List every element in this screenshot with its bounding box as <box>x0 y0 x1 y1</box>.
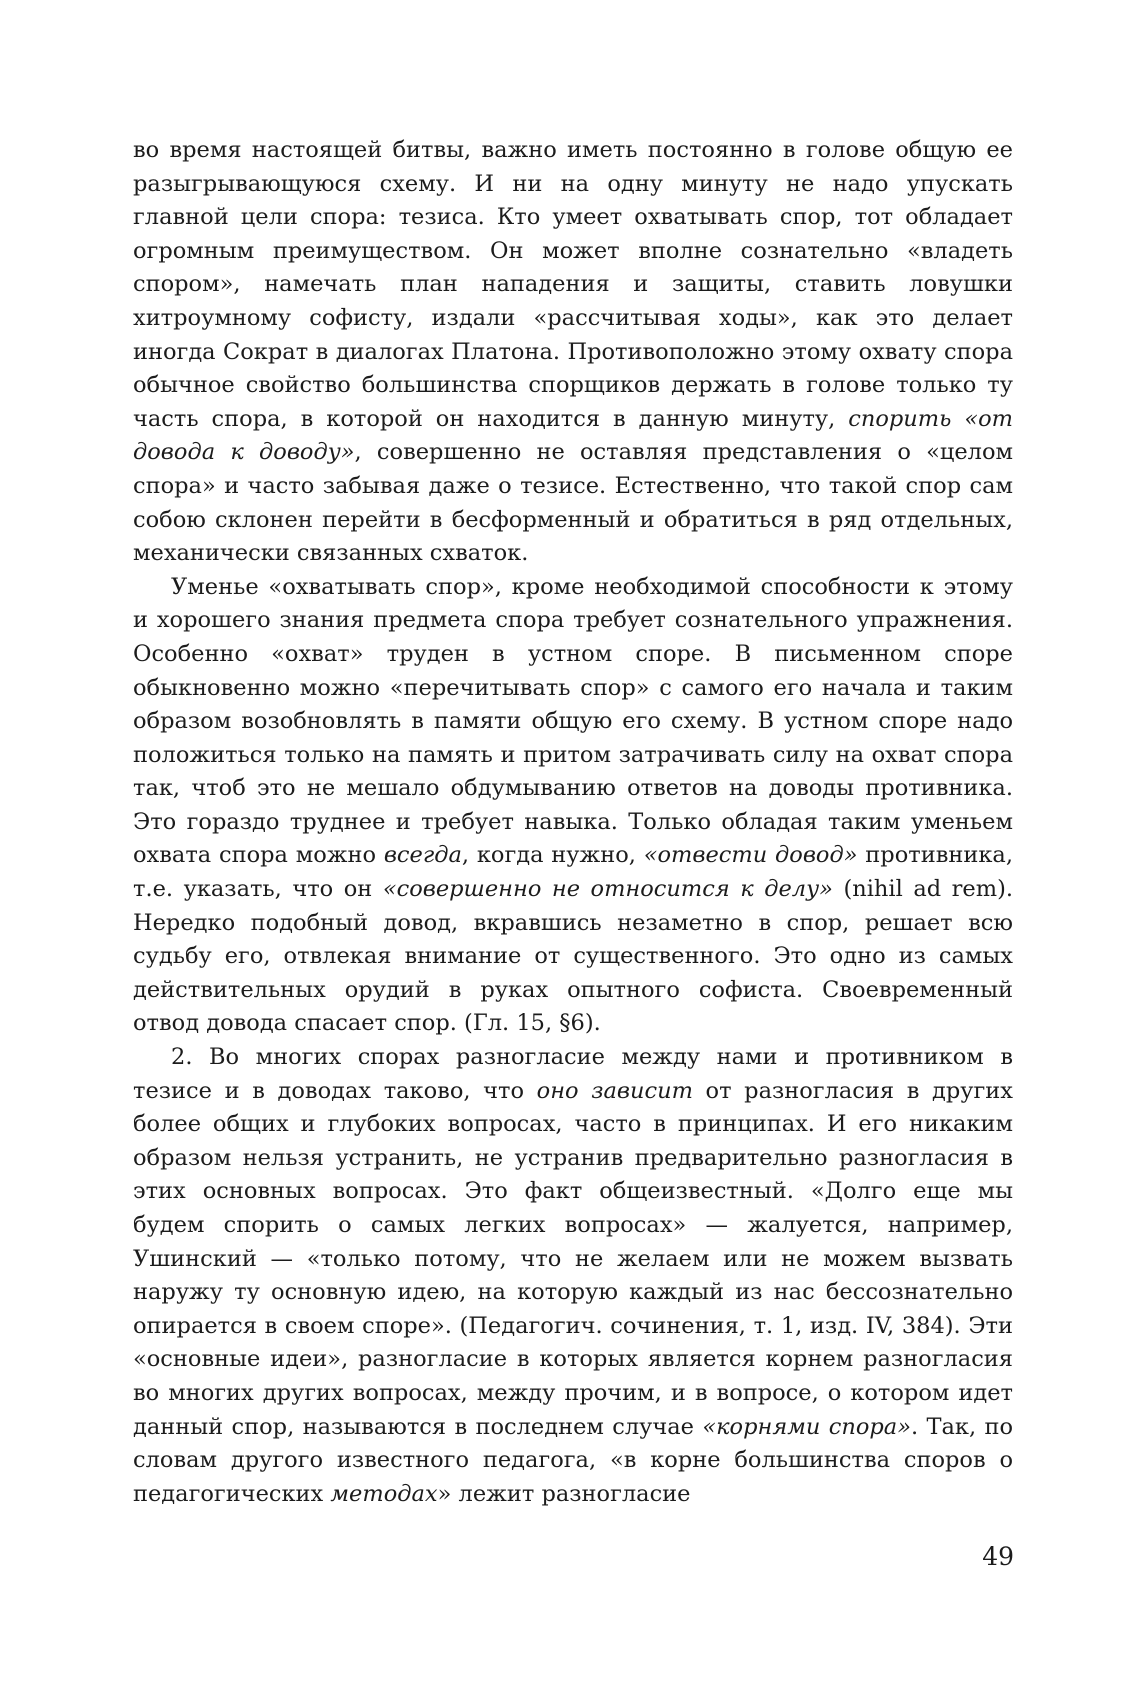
paragraph-3-text-1: 2. Во многих спорах разногласие между нами и противником в тезисе и в доводах таково, что <box>133 1044 1013 1104</box>
paragraph-3 <box>133 1041 1013 1511</box>
paragraph-1-italic-1: спорить «от довода к доводу» <box>133 405 1013 466</box>
paragraph-1-text-1: во время настоящей битвы, важно иметь постоянно в голове общую ее разыгрывающуюся схему. И ни на одну минуту не надо упускать главной цели спора: тезиса. Кто умеет охватывать спор, тот обладает огромным преимуществом. Он может вполне сознательно «владеть спором», намечать план нападения и защиты, ставить ловушки хитроумному софисту, издали «рассчитывая ходы», как это делает иногда Сократ в диалогах Платона. Противоположно этому охвату спора обычное свойство большинства спорщиков держать в голове только ту часть спора, в которой он находится в данную минуту, <box>133 137 1013 432</box>
paragraph-3-italic-1: оно зависит <box>536 1077 693 1104</box>
paragraph-2-text-1: Уменье «охватывать спор», кроме необходимой способности к этому и хорошего знания предмета спора требует сознательного упражнения. Особенно «охват» труден в устном споре. В письменном споре обыкновенно можно «перечитывать спор» с самого его начала и таким образом возобновлять в памяти общую его схему. В устном споре надо положиться только на память и притом затрачивать силу на охват спора так, чтоб это не мешало обдумыванию ответов на доводы противника. Это гораздо труднее и требует навыка. Только обладая таким уменьем охвата спора можно <box>133 573 1013 869</box>
body-text <box>133 134 1013 1511</box>
paragraph-2 <box>133 571 1013 1041</box>
paragraph-3-text-4: » лежит разногласие <box>437 1480 691 1507</box>
paragraph-1 <box>133 134 1013 571</box>
paragraph-2-italic-3: «совершенно не относится к делу» <box>382 876 833 903</box>
paragraph-2-italic-2: «отвести довод» <box>643 842 858 869</box>
paragraph-1-text-2: , совершенно не оставляя представления о «целом спора» и часто забывая даже о тезисе. Естественно, что такой спор сам собою склонен перейти в бесформенный и обратиться в ряд отдельных, механически связанных схваток. <box>133 439 1013 567</box>
paragraph-2-text-4: (nihil ad rem). Нередко подобный довод, вкравшись незаметно в спор, решает всю судьбу его, отвлекая внимание от существенного. Это одно из самых действительных орудий в руках опытного софиста. Своевременный отвод довода спасает спор. (Гл. 15, §6). <box>133 876 1014 1037</box>
paragraph-3-italic-3: методах <box>330 1480 438 1507</box>
paragraph-3-text-2: от разногласия в других более общих и глубоких вопросах, часто в принципах. И его никаким образом нельзя устранить, не устранив предварительно разногласия в этих основных вопросах. Это факт общеизвестный. «Долго еще мы будем спорить о самых легких вопросах» — жалуется, например, Ушинский — «только потому, что не желаем или не можем вызвать наружу ту основную идею, на которую каждый из нас бессознательно опирается в своем споре». (Педагогич. сочинения, т. 1, изд. IV, 384). Эти «основные идеи», разногласие в которых является корнем разногласия во многих других вопросах, между прочим, и в вопросе, о котором идет данный спор, называются в последнем случае <box>133 1077 1013 1440</box>
paragraph-3-italic-2: «корнями спора» <box>702 1413 911 1440</box>
paragraph-3-text-3: . Так, по словам другого известного педагога, «в корне большинства споров о педагогических <box>133 1413 1014 1507</box>
page-number: 49 <box>982 1542 1014 1571</box>
paragraph-2-text-2: , когда нужно, <box>461 842 644 869</box>
paragraph-2-text-3: противника, т.е. указать, что он <box>133 842 1013 903</box>
paragraph-2-italic-1: всегда <box>383 842 462 869</box>
